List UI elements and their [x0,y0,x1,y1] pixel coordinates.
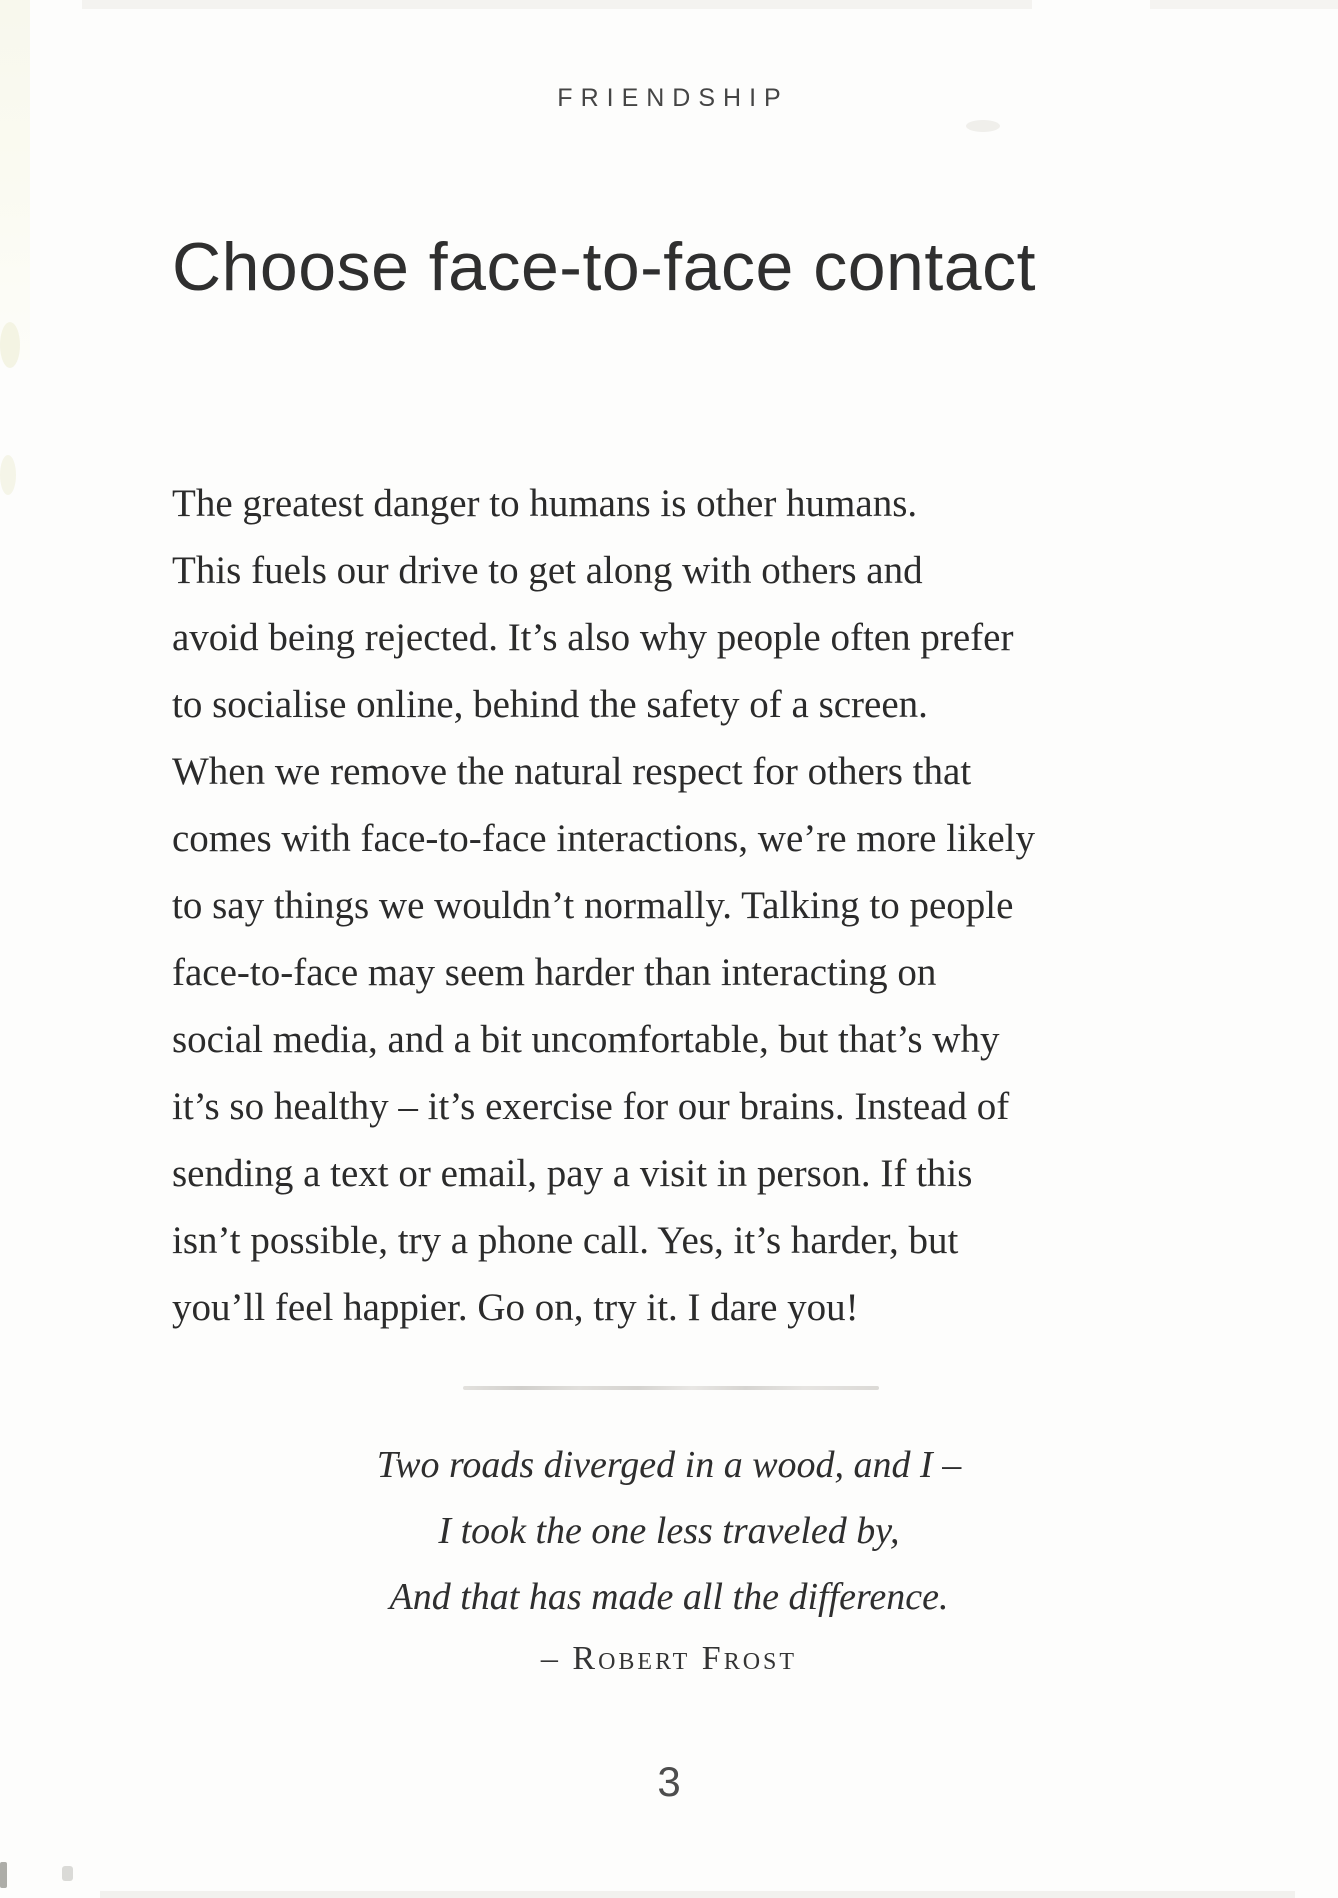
scan-artifact-left-edge [0,0,30,360]
body-line: isn’t possible, try a phone call. Yes, it’s harder, but [172,1219,959,1262]
scan-artifact-top-edge [1150,0,1338,9]
body-line: to socialise online, behind the safety of a screen. [172,683,928,726]
scan-artifact-speck [0,1862,7,1888]
section-divider [463,1386,879,1390]
scan-artifact-speck [62,1866,73,1881]
body-line: face-to-face may seem harder than interacting on [172,951,937,994]
running-header: FRIENDSHIP [557,84,789,112]
body-line: avoid being rejected. It’s also why people often prefer [172,616,1014,659]
body-line: When we remove the natural respect for others that [172,750,972,793]
body-line: This fuels our drive to get along with others and [172,549,923,592]
quote-line: And that has made all the difference. [389,1576,949,1618]
body-line: social media, and a bit uncomfortable, but that’s why [172,1018,1000,1061]
scan-artifact-smudge [966,120,1000,132]
chapter-title: Choose face-to-face contact [172,229,1036,305]
quote-block [0,1432,1338,1678]
body-line: comes with face-to-face interactions, we’re more likely [172,817,1036,860]
body-line: The greatest danger to humans is other humans. [172,482,918,525]
quote-attribution: – Robert Frost [540,1640,798,1677]
body-paragraph [172,470,1202,1341]
scan-artifact-smudge [0,455,16,495]
body-line: to say things we wouldn’t normally. Talking to people [172,884,1014,927]
quote-line: I took the one less traveled by, [438,1510,900,1552]
body-line: it’s so healthy – it’s exercise for our brains. Instead of [172,1085,1010,1128]
scan-artifact-smudge [0,322,20,368]
page-number: 3 [657,1758,681,1805]
scan-artifact-top-edge [82,0,1032,9]
body-line: sending a text or email, pay a visit in person. If this [172,1152,973,1195]
body-line: you’ll feel happier. Go on, try it. I dare you! [172,1286,859,1329]
quote-line: Two roads diverged in a wood, and I – [376,1444,962,1486]
scan-artifact-bottom-edge [100,1891,1295,1898]
